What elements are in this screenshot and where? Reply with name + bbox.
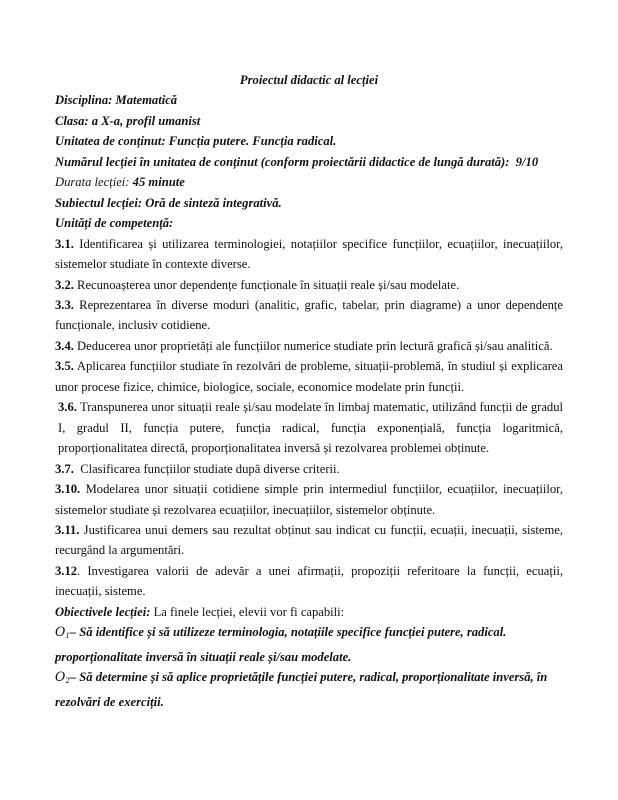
- field-lesson-number: [55, 152, 563, 172]
- competency-code: 3.4.: [55, 338, 74, 353]
- competency-item: [55, 234, 563, 275]
- objective-label: [55, 624, 70, 639]
- competency-item: [55, 295, 563, 336]
- field-label: Disciplina:: [55, 93, 113, 108]
- competency-text: Recunoașterea unor dependențe funcționale în situații reale și/sau modelate.: [77, 277, 460, 292]
- competency-text: Justificarea unui demers sau rezultat obținut sau indicat cu funcții, ecuații, inecuații, sisteme, recurgând la argumentări.: [55, 522, 564, 558]
- competency-code: 3.7.: [55, 461, 74, 476]
- competency-item: [55, 275, 563, 295]
- competency-item: [55, 561, 563, 602]
- competency-text: Deducerea unor proprietăți ale funcțiilor numerice studiate prin lectură grafică și/sau analitică.: [77, 338, 553, 353]
- field-value: Oră de sinteză integrativă.: [145, 195, 282, 210]
- field-value: Matematică: [115, 93, 178, 108]
- objective-item: [55, 667, 563, 691]
- competency-text: Identificarea și utilizarea terminologiei, notațiilor specifice funcțiilor, ecuațiilor, inecuațiilor, sistemelor studiate în contexte diverse.: [55, 236, 563, 272]
- competency-code: 3.1.: [55, 236, 74, 251]
- competency-text: Clasificarea funcțiilor studiate după diverse criterii.: [80, 461, 340, 476]
- objectives-heading: Obiectivele lecției:: [55, 604, 151, 619]
- field-label: Unitatea de conținut:: [55, 134, 166, 149]
- field-value: 9/10: [515, 154, 539, 169]
- competencies-list: [55, 234, 563, 602]
- competency-code: 3.12: [55, 563, 78, 578]
- objective-text-line1: – Să identifice și să utilizeze terminologia, notațiile specifice funcției putere, radical.: [69, 625, 507, 640]
- objective-symbol: O: [55, 624, 66, 640]
- competency-text: Reprezentarea în diverse moduri (analitic, grafic, tabelar, prin diagrame) a unor dependențe funcționale, inclusiv cotidiene.: [55, 297, 563, 333]
- objective-index: 1: [65, 632, 70, 641]
- competency-code: 3.10.: [55, 482, 81, 497]
- field-label: Subiectul lecției:: [55, 195, 143, 210]
- objective-symbol: O: [55, 669, 66, 685]
- objective-text-line2: rezolvări de exerciții.: [55, 694, 164, 709]
- competency-text: . Investigarea valorii de adevăr a unei afirmații, propoziții referitoare la funcții, ecuații, inecuații, sisteme.: [55, 563, 563, 599]
- document-title: Proiectul didactic al lecției: [239, 73, 379, 87]
- objective-item: [55, 622, 563, 646]
- field-label: Clasa:: [55, 113, 89, 128]
- competency-code: 3.11.: [55, 522, 80, 537]
- field-duration: [55, 172, 563, 192]
- competency-item: [55, 520, 563, 561]
- competency-code: 3.6.: [58, 400, 77, 415]
- competency-text: Modelarea unor situații cotidiene simple prin intermediul funcțiilor, ecuațiilor, inecuațiilor, sistemelor studiate și rezolvarea ecuațiilor, inecuațiilor, sistemelor obținute.: [55, 482, 563, 517]
- objective-text-line2: proporționalitate inversă în situații reale și/sau modelate.: [55, 649, 352, 664]
- objectives-intro: La finele lecției, elevii vor fi capabili:: [153, 604, 345, 619]
- document-page: [55, 70, 563, 712]
- objective-text-line1: – Să determine și să aplice proprietățile funcției putere, radical, proporționalitate inversă, în: [69, 670, 548, 685]
- objectives-header: [55, 602, 563, 622]
- competency-item: [55, 479, 563, 520]
- field-class: [55, 111, 563, 131]
- field-subject: [55, 193, 563, 213]
- objective-index: 2: [65, 677, 70, 686]
- field-value: a X-a, profil umanist: [91, 113, 201, 128]
- competency-code: 3.2.: [55, 277, 74, 292]
- field-value: Funcția putere. Funcția radical.: [168, 134, 337, 149]
- competencies-heading: Unități de competență:: [55, 216, 174, 231]
- field-value: 45 minute: [132, 175, 185, 190]
- field-label: Durata lecției:: [55, 175, 130, 190]
- competency-item: [55, 336, 563, 356]
- competency-item: [55, 356, 563, 397]
- field-discipline: [55, 90, 563, 110]
- objectives-list: [55, 622, 563, 712]
- objective-label: [55, 669, 70, 684]
- competency-code: 3.3.: [55, 297, 74, 312]
- competency-item: [55, 459, 563, 479]
- competency-code: 3.5.: [55, 359, 74, 374]
- field-label: Numărul lecției în unitatea de conținut (conform proiectării didactice de lungă durată):: [55, 154, 510, 169]
- competency-item: [55, 397, 563, 458]
- competency-text: Transpunerea unor situații reale și/sau modelate în limbaj matematic, utilizând funcții de gradul I, gradul II, funcția putere, funcția radical, funcția exponențială, funcția logaritmică, proporționalitatea directă, proporționalitatea inversă și rezolvarea problemei obținute.: [58, 400, 564, 456]
- competency-text: Aplicarea funcțiilor studiate în rezolvări de probleme, situații-problemă, în studiul și explicarea unor procese fizice, chimice, biologice, sociale, economice modelate prin funcții.: [55, 359, 563, 394]
- field-content-unit: [55, 131, 563, 151]
